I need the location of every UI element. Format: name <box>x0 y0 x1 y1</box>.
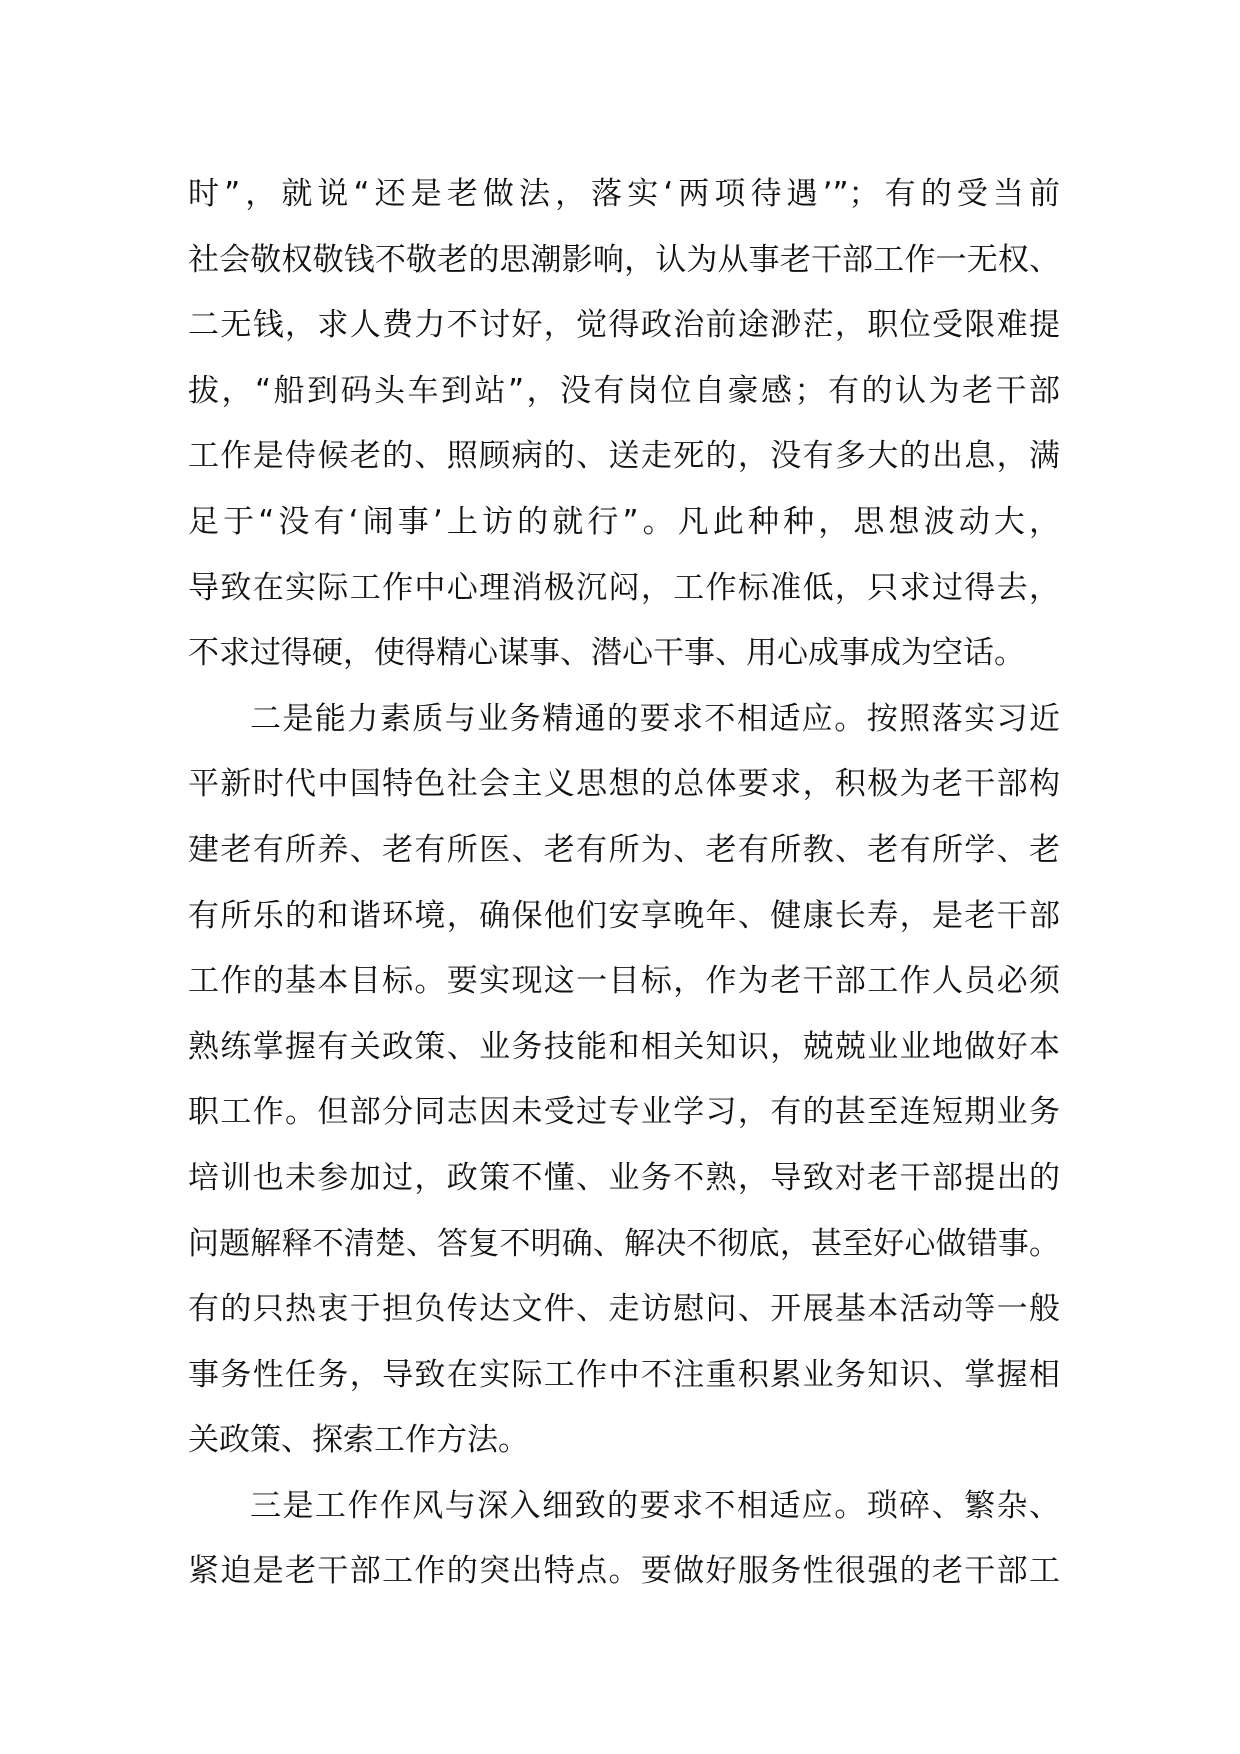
text-line: 问题解释不清楚、答复不明确、解决不彻底，甚至好心做错事。 <box>188 1225 1060 1262</box>
text-line: 社会敬权敬钱不敬老的思潮影响，认为从事老干部工作一无权、 <box>188 241 1060 278</box>
text-line: 关政策、探索工作方法。 <box>188 1422 529 1459</box>
text-line: 熟练掌握有关政策、业务技能和相关知识，兢兢业业地做好本 <box>188 1028 1060 1065</box>
text-line: 建老有所养、老有所医、老有所为、老有所教、老有所学、老 <box>188 831 1060 868</box>
text-line: 平新时代中国特色社会主义思想的总体要求，积极为老干部构 <box>188 766 1060 803</box>
text-line: 导致在实际工作中心理消极沉闷，工作标准低，只求过得去， <box>188 569 1060 606</box>
text-line: 工作是侍候老的、照顾病的、送走死的，没有多大的出息，满 <box>188 438 1060 475</box>
text-line: 培训也未参加过，政策不懂、业务不熟，导致对老干部提出的 <box>188 1159 1060 1196</box>
text-line: 有所乐的和谐环境，确保他们安享晚年、健康长寿，是老干部 <box>188 897 1060 934</box>
text-line: 时”，就说“还是老做法，落实‘两项待遇’”；有的受当前 <box>188 176 1060 212</box>
paragraph-1 <box>188 162 1060 687</box>
text-line: 足于“没有‘闹事’上访的就行”。凡此种种，思想波动大， <box>188 503 1060 540</box>
text-line: 三是工作作风与深入细致的要求不相适应。琐碎、繁杂、 <box>250 1487 1060 1524</box>
text-line: 二是能力素质与业务精通的要求不相适应。按照落实习近 <box>250 700 1060 737</box>
text-line: 拔，“船到码头车到站”，没有岗位自豪感；有的认为老干部 <box>188 372 1060 409</box>
paragraph-3 <box>188 1474 1060 1605</box>
text-line: 有的只热衷于担负传达文件、走访慰问、开展基本活动等一般 <box>188 1291 1060 1328</box>
text-line: 不求过得硬，使得精心谋事、潜心干事、用心成事成为空话。 <box>188 635 1025 672</box>
paragraph-2 <box>188 687 1060 1474</box>
text-line: 事务性任务，导致在实际工作中不注重积累业务知识、掌握相 <box>188 1356 1060 1393</box>
text-line: 二无钱，求人费力不讨好，觉得政治前途渺茫，职位受限难提 <box>188 307 1060 344</box>
text-line: 紧迫是老干部工作的突出特点。要做好服务性很强的老干部工 <box>188 1553 1060 1590</box>
text-line: 工作的基本目标。要实现这一目标，作为老干部工作人员必须 <box>188 963 1060 1000</box>
body-text <box>188 162 1060 1605</box>
text-line: 职工作。但部分同志因未受过专业学习，有的甚至连短期业务 <box>188 1094 1060 1131</box>
